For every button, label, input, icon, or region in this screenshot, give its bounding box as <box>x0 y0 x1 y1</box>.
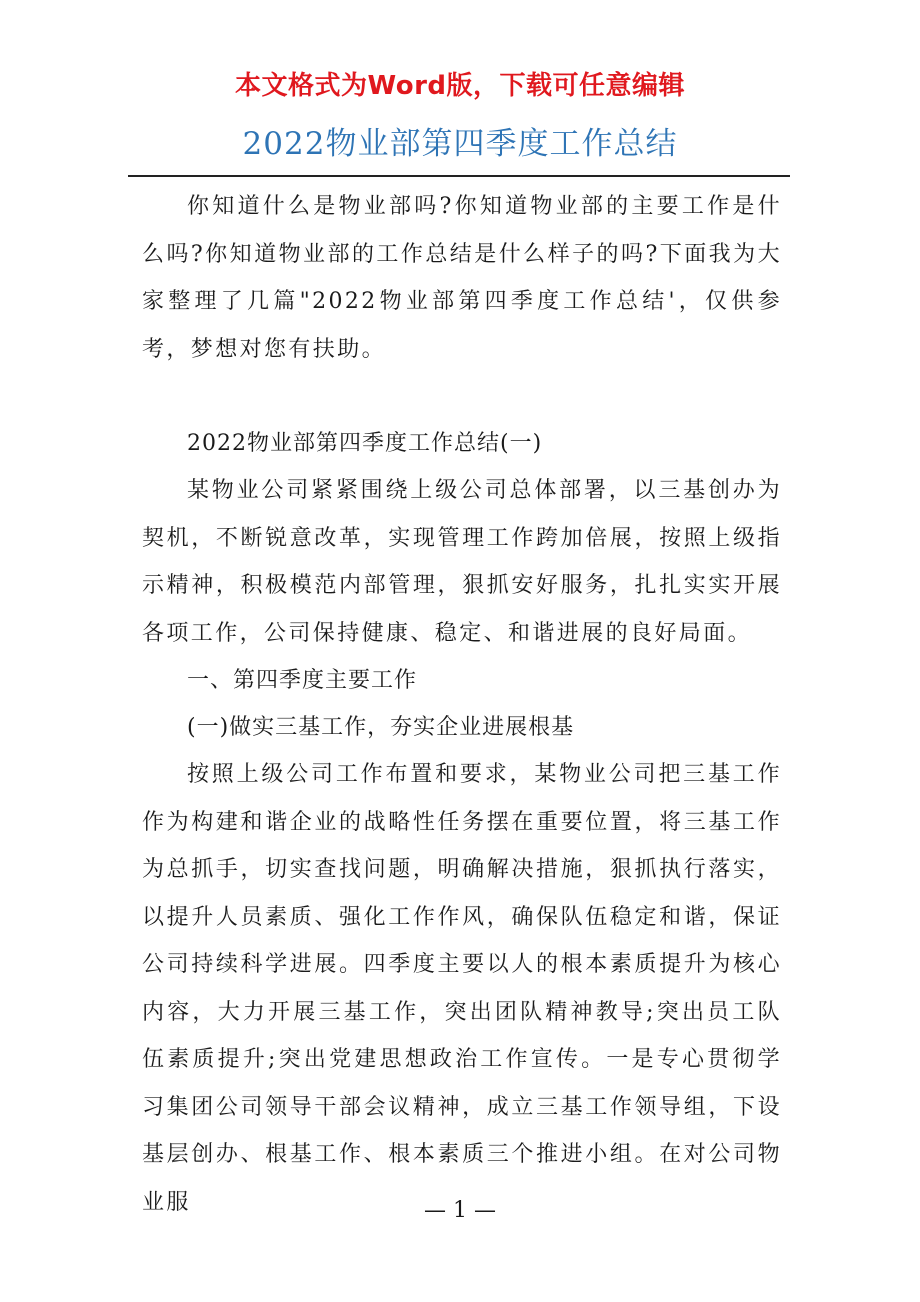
overview-paragraph: 某物业公司紧紧围绕上级公司总体部署，以三基创办为契机，不断锐意改革，实现管理工作跨加倍展，按照上级指示精神，积极模范内部管理，狠抓安好服务，扎扎实实开展各项工作，公司保持健康、稳定、和谐进展的良好局面。 <box>142 478 782 646</box>
page-number: — 1 — <box>424 1198 496 1223</box>
detail-paragraph: 按照上级公司工作布置和要求，某物业公司把三基工作作为构建和谐企业的战略性任务摆在重要位置，将三基工作为总抓手，切实查找问题，明确解决措施，狠抓执行落实，以提升人员素质、强化工作作风，确保队伍稳定和谐，保证公司持续科学进展。四季度主要以人的根本素质提升为核心内容，大力开展三基工作，突出团队精神教导;突出员工队伍素质提升;突出党建思想政治工作宣传。一是专心贯彻学习集团公司领导干部会议精神，成立三基工作领导组，下设基层创办、根基工作、根本素质三个推进小组。在对公司物业服 <box>142 762 782 1215</box>
document-title: 2022物业部第四季度工作总结 <box>242 126 678 162</box>
intro-paragraph: 你知道什么是物业部吗?你知道物业部的主要工作是什么吗?你知道物业部的工作总结是什么样子的吗?下面我为大家整理了几篇"2022物业部第四季度工作总结'，仅供参考，梦想对您有扶助。 <box>142 194 782 362</box>
section-heading: 2022物业部第四季度工作总结(一) <box>187 431 543 456</box>
part-heading: 一、第四季度主要工作 <box>187 668 418 693</box>
title-divider <box>128 175 790 177</box>
format-banner: 本文格式为Word版，下载可任意编辑 <box>234 71 686 101</box>
sub-heading: (一)做实三基工作，夯实企业进展根基 <box>187 715 575 740</box>
